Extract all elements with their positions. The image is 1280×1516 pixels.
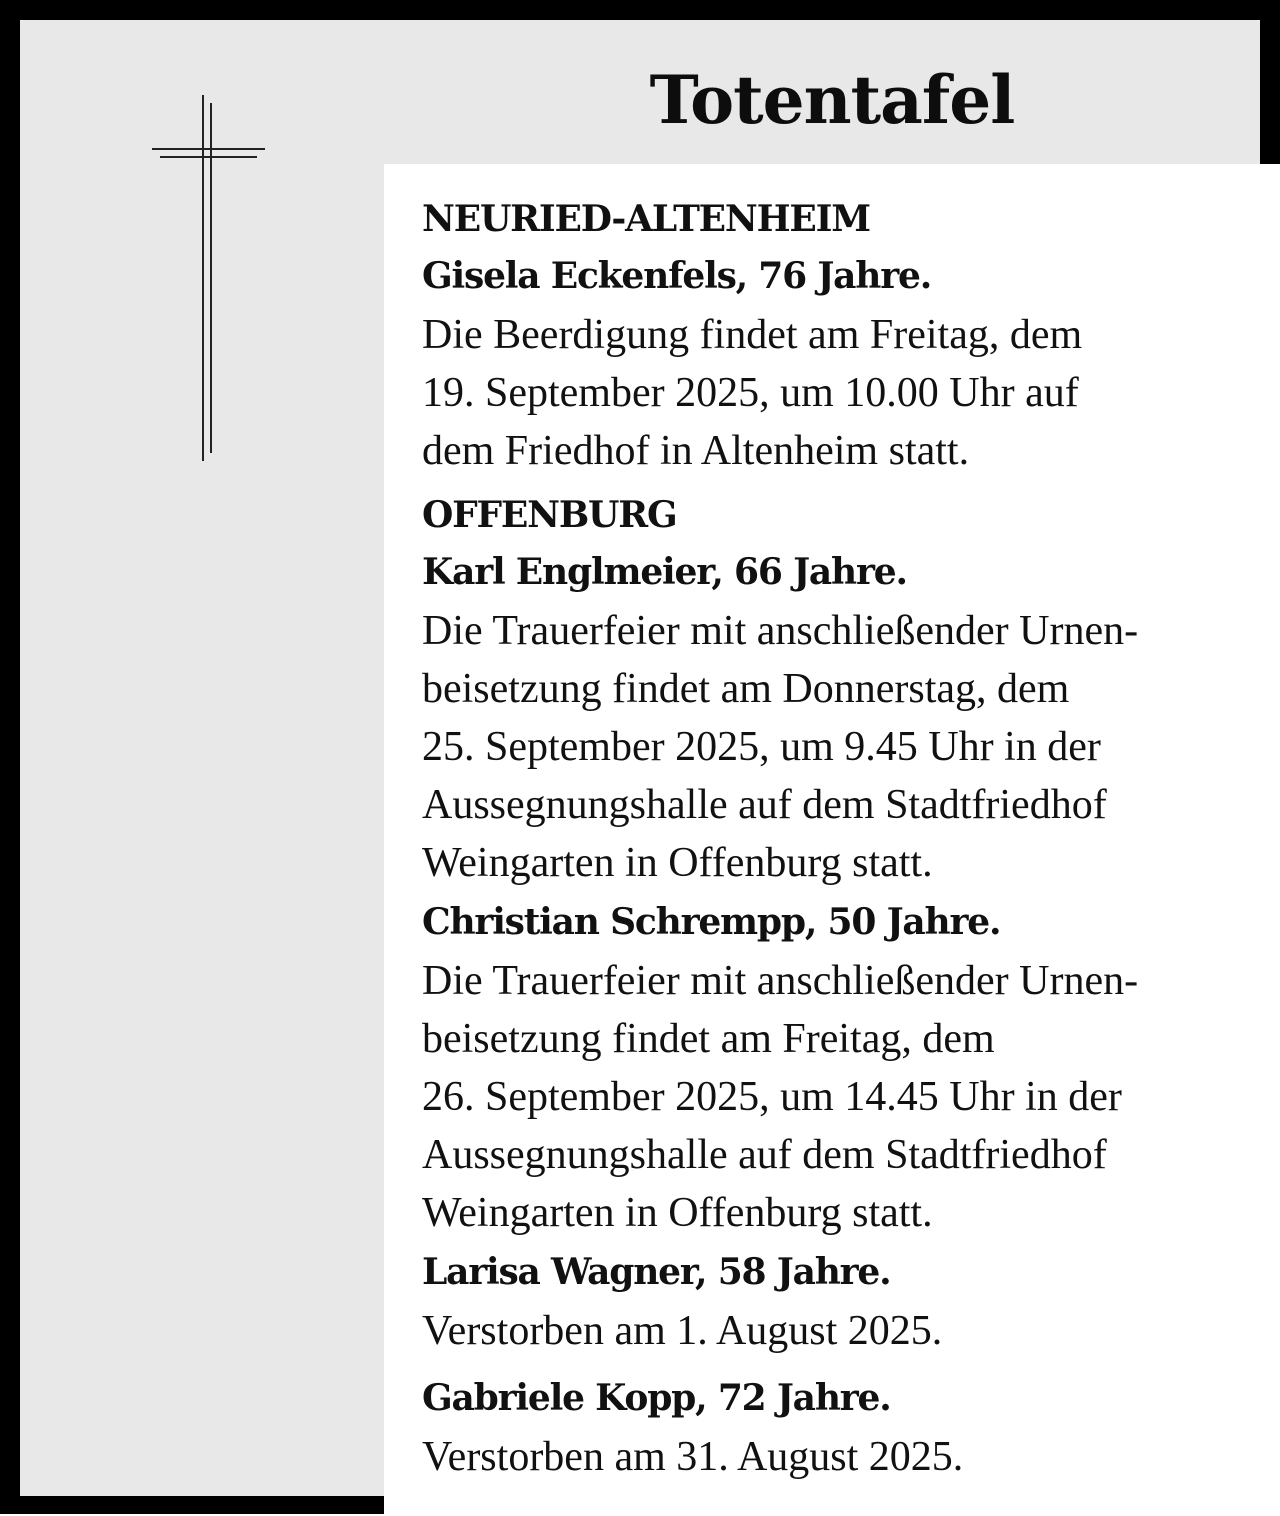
notice-text: beisetzung findet am Freitag, dem <box>422 1016 995 1062</box>
notice-text: dem Friedhof in Altenheim statt. <box>422 428 970 474</box>
place-heading: OFFENBURG <box>422 494 677 536</box>
page-title: Totentafel <box>649 61 1015 139</box>
place-heading: NEURIED-ALTENHEIM <box>422 198 870 240</box>
deceased-name: Karl Englmeier, 66 Jahre. <box>422 551 907 593</box>
deceased-name: Larisa Wagner, 58 Jahre. <box>422 1251 891 1293</box>
notice-text: 19. September 2025, um 10.00 Uhr auf <box>422 370 1079 416</box>
notice-text: Aussegnungshalle auf dem Stadtfriedhof <box>422 1132 1107 1178</box>
death-notice <box>422 542 1252 892</box>
notice-text: Aussegnungshalle auf dem Stadtfriedhof <box>422 782 1107 828</box>
death-notice <box>422 892 1252 1242</box>
notice-text: 25. September 2025, um 9.45 Uhr in der <box>422 724 1101 770</box>
content-panel <box>384 164 1280 1516</box>
death-notice <box>422 246 1252 480</box>
death-notice <box>422 1242 1252 1360</box>
notice-text: Verstorben am 1. August 2025. <box>422 1308 943 1354</box>
notice-text: 26. September 2025, um 14.45 Uhr in der <box>422 1074 1122 1120</box>
notice-text: Weingarten in Offenburg statt. <box>422 840 933 886</box>
deceased-name: Gabriele Kopp, 72 Jahre. <box>422 1377 891 1419</box>
deceased-name: Gisela Eckenfels, 76 Jahre. <box>422 255 932 297</box>
death-notice <box>422 1368 1252 1486</box>
notice-text: beisetzung findet am Donnerstag, dem <box>422 666 1070 712</box>
notice-list <box>422 192 1252 1486</box>
notice-text: Die Beerdigung findet am Freitag, dem <box>422 312 1083 358</box>
notice-text: Die Trauerfeier mit anschließender Urnen- <box>422 608 1139 654</box>
deceased-name: Christian Schrempp, 50 Jahre. <box>422 901 1001 943</box>
notice-text: Weingarten in Offenburg statt. <box>422 1190 933 1236</box>
notice-text: Verstorben am 31. August 2025. <box>422 1434 964 1480</box>
cross-icon <box>150 95 270 465</box>
notice-text: Die Trauerfeier mit anschließender Urnen- <box>422 958 1139 1004</box>
